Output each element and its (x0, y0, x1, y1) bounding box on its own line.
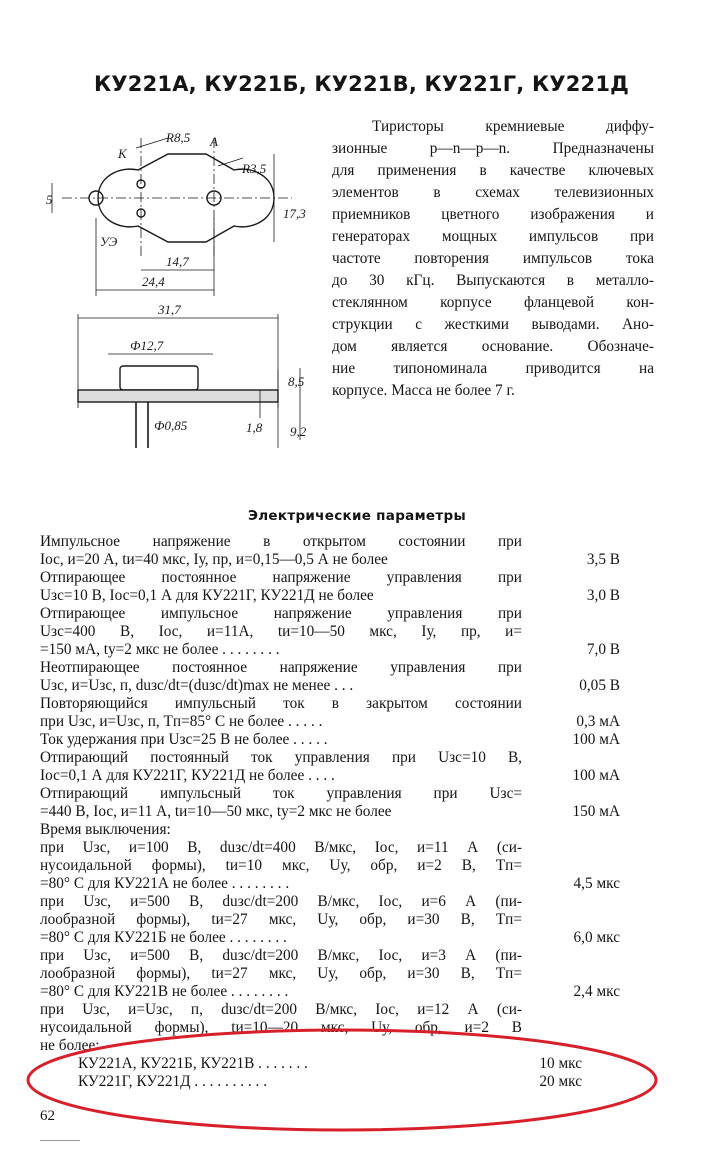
param-text-line: Импульсное напряжение в открытом состоянии при (40, 533, 522, 550)
final-row (78, 1055, 680, 1073)
param-value: 0,3 мА (576, 713, 620, 730)
param-text-line: Iос, и=20 А, tи=40 мкс, Iу, пр, и=0,15—0,5 А не более (40, 551, 388, 568)
description-line: частоте повторения импульсов тока (332, 250, 654, 267)
param-value: 6,0 мкс (573, 929, 620, 946)
param-text-line: Uзс=10 В, Iос=0,1 А для КУ221Г, КУ221Д не более (40, 587, 374, 604)
param-text-line: Повторяющийся импульсный ток в закрытом состоянии (40, 695, 522, 712)
final-row-label: КУ221А, КУ221Б, КУ221В . . . . . . . (78, 1055, 308, 1072)
param-text-line: =80° С для КУ221А не более . . . . . . . . (40, 875, 290, 892)
param-row (40, 569, 680, 605)
param-row (40, 947, 680, 1001)
param-row (40, 659, 680, 695)
param-row (40, 893, 680, 947)
description-line: генераторах мощных импульсов при (332, 228, 654, 245)
page-title: КУ221А, КУ221Б, КУ221В, КУ221Г, КУ221Д (94, 72, 630, 96)
final-row-value: 10 мкс (539, 1055, 582, 1072)
label-phi085: Ф0,85 (154, 418, 188, 433)
page-number: 62 (40, 1108, 55, 1124)
label-phi127: Ф12,7 (130, 338, 164, 353)
label-d5: 5 (46, 192, 53, 207)
param-row (40, 1001, 680, 1055)
param-value: 100 мА (572, 731, 620, 748)
param-row (40, 821, 680, 839)
param-row (40, 731, 680, 749)
description-line: дом является основание. Обозначе- (332, 338, 654, 355)
description-line: Тиристоры кремниевые диффу- (372, 118, 654, 135)
param-text-line: при Uзс, и=100 В, duзс/dt=400 В/мкс, Iос, и=11 А (си- (40, 839, 522, 856)
param-text-line: Отпирающий постоянный ток управления при Uзс=10 В, (40, 749, 522, 766)
description-line: для применения в качестве ключевых (332, 162, 654, 179)
param-row (40, 605, 680, 659)
param-text-line: при Uзс, и=500 В, duзс/dt=200 В/мкс, Iос, и=6 А (пи- (40, 893, 522, 910)
parameters-list (40, 533, 680, 1091)
param-row (40, 749, 680, 785)
param-row (40, 695, 680, 731)
label-d147: 14,7 (166, 254, 189, 269)
description-line: до 30 кГц. Выпускаются в металло- (332, 272, 654, 289)
param-text-line: Время выключения: (40, 821, 171, 838)
section-title: Электрические параметры (248, 508, 466, 524)
description-line: корпусе. Масса не более 7 г. (332, 382, 515, 399)
param-text-line: лообразной формы), tи=27 мкс, Uу, обр, и=30 В, Tп= (40, 911, 522, 928)
label-d244: 24,4 (142, 274, 165, 289)
description-line: струкции с жесткими выводами. Ано- (332, 316, 654, 333)
param-value: 100 мА (572, 767, 620, 784)
param-row (40, 533, 680, 569)
label-d18: 1,8 (246, 420, 263, 435)
label-d92: 9,2 (290, 424, 307, 439)
param-text-line: Отпирающее импульсное напряжение управления при (40, 605, 522, 622)
param-value: 2,4 мкс (573, 983, 620, 1000)
param-row (40, 785, 680, 821)
param-value: 3,5 В (586, 551, 620, 568)
param-text-line: =80° С для КУ221В не более . . . . . . . . (40, 983, 289, 1000)
param-value: 150 мА (572, 803, 620, 820)
final-row-label: КУ221Г, КУ221Д . . . . . . . . . . (78, 1073, 268, 1090)
param-text-line: Ток удержания при Uзс=25 В не более . . . . . (40, 731, 328, 748)
param-text-line: лообразной формы), tи=27 мкс, Uу, обр, и=30 В, Tп= (40, 965, 522, 982)
param-text-line: не более: (40, 1037, 100, 1054)
package-base (78, 390, 278, 402)
param-text-line: =80° С для КУ221Б не более . . . . . . . . (40, 929, 287, 946)
param-text-line: Отпирающее постоянное напряжение управления при (40, 569, 522, 586)
label-r35: R3,5 (242, 161, 267, 176)
description-line: элементов в схемах телевизионных (332, 184, 654, 201)
param-text-line: при Uзс, и=Uзс, п, Tп=85° С не более . . . . . (40, 713, 323, 730)
param-value: 3,0 В (586, 587, 620, 604)
description-line: стеклянном корпусе фланцевой кон- (332, 294, 654, 311)
param-text-line: нусоидальной формы), tи=10—20 мкс, Uу, обр, и=2 В (40, 1019, 522, 1036)
param-text-line: Uзс=400 В, Iос, и=11А, tи=10—50 мкс, Iу, пр, и= (40, 623, 522, 640)
label-a: A (210, 134, 218, 149)
param-text-line: Отпирающий импульсный ток управления при Uзс= (40, 785, 522, 802)
description-line: приемников цветного изображения и (332, 206, 654, 223)
description-line: зионные p—n—p—n. Предназначены (332, 140, 654, 157)
param-text-line: Uзс, и=Uзс, п, duзс/dt=(duзс/dt)max не менее . . . (40, 677, 354, 694)
param-text-line: нусоидальной формы), tи=10 мкс, Uу, обр, и=2 В, Tп= (40, 857, 522, 874)
param-value: 4,5 мкс (573, 875, 620, 892)
label-d85: 8,5 (288, 374, 305, 389)
description-line: ние типономинала приводится на (332, 360, 654, 377)
param-value: 7,0 В (586, 641, 620, 658)
final-row (78, 1073, 680, 1091)
param-row (40, 839, 680, 893)
param-text-line: Неотпирающее постоянное напряжение управления при (40, 659, 522, 676)
package-drawing (38, 118, 328, 463)
param-text-line: при Uзс, и=Uзс, п, duзс/dt=200 В/мкс, Iос, и=12 А (си- (40, 1001, 522, 1018)
label-d317: 31,7 (158, 302, 181, 317)
final-row-value: 20 мкс (539, 1073, 582, 1090)
description (332, 116, 654, 402)
label-k: K (118, 146, 127, 161)
param-text-line: Iос=0,1 А для КУ221Г, КУ221Д не более . . . . (40, 767, 335, 784)
param-text-line: =440 В, Iос, и=11 А, tи=10—50 мкс, tу=2 мкс не более (40, 803, 392, 820)
label-r85: R8,5 (166, 130, 191, 145)
package-cap (120, 366, 198, 390)
param-text-line: при Uзс, и=500 В, duзс/dt=200 В/мкс, Iос, и=3 А (пи- (40, 947, 522, 964)
param-text-line: =150 мА, tу=2 мкс не более . . . . . . . . (40, 641, 280, 658)
page-rule (40, 1140, 80, 1141)
label-d173: 17,3 (283, 206, 306, 221)
param-value: 0,05 В (579, 677, 620, 694)
label-ue: УЭ (100, 234, 118, 249)
